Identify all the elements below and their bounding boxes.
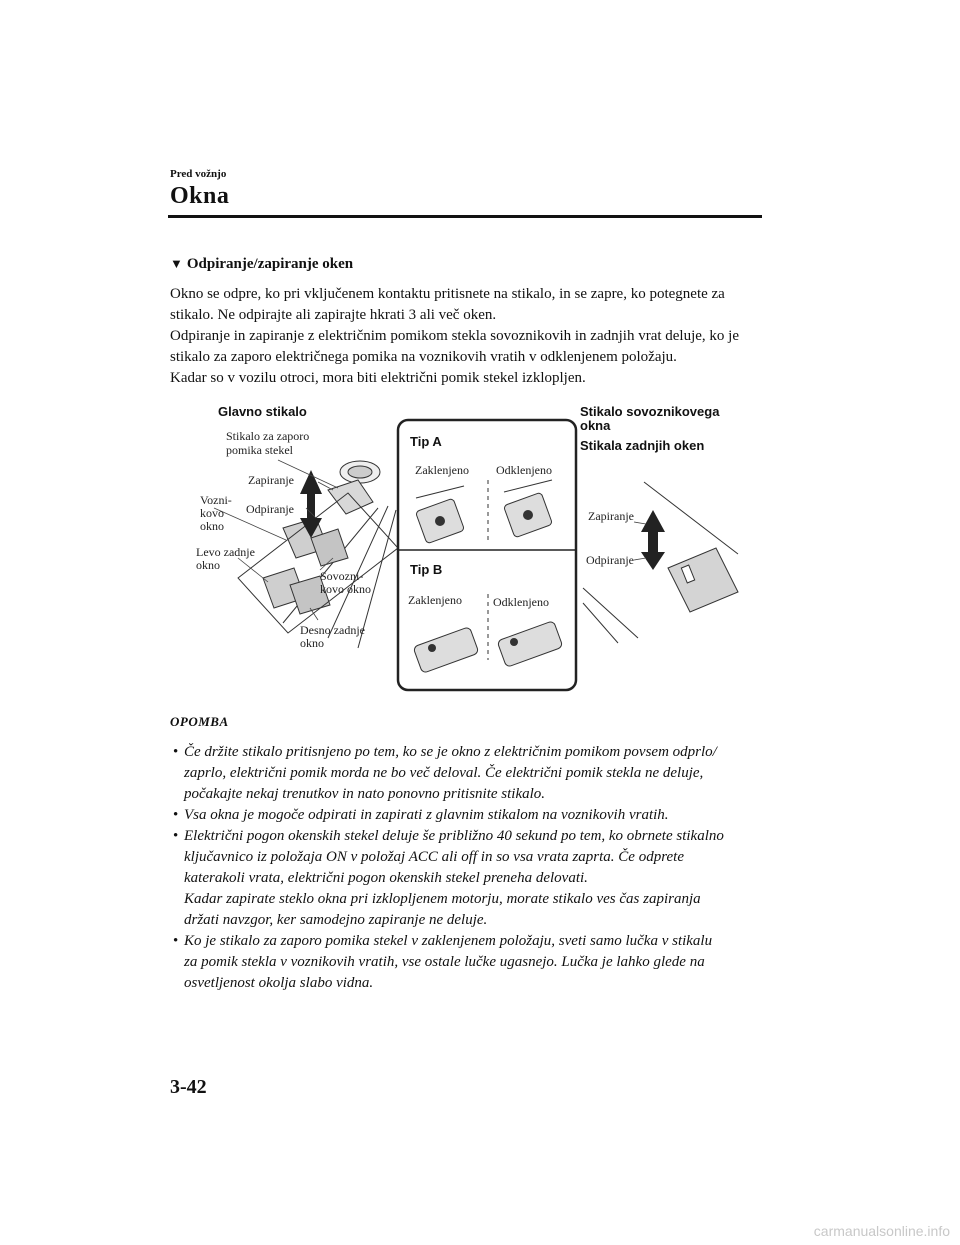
bullet: • <box>173 933 179 949</box>
note-line: Ko je stikalo za zaporo pomika stekel v zaklenjenem položaju, sveti samo lučka v stikalu <box>184 933 713 949</box>
note-line: držati navzgor, ker samodejno zapiranje ne deluje. <box>184 912 488 928</box>
open-right-label: Odpiranje <box>586 553 634 567</box>
lock-switch-label-line1: Stikalo za zaporo <box>226 429 310 443</box>
rear-right-label-line1: Desno zadnje <box>300 623 365 637</box>
bullet: • <box>173 744 179 760</box>
close-right-label: Zapiranje <box>588 509 634 523</box>
page-number: 3-42 <box>170 1076 207 1098</box>
bullet: • <box>173 807 179 823</box>
subsection-title: Odpiranje/zapiranje oken <box>186 256 354 272</box>
rear-right-label-line2: okno <box>300 636 324 650</box>
rear-switches-label: Stikala zadnjih oken <box>580 438 705 453</box>
passenger-window-label-line2: kovo okno <box>320 582 371 596</box>
list-item <box>170 805 764 826</box>
note-line: zaprlo, električni pomik morda ne bo več deloval. Če električni pomik stekla ne deluje, <box>184 765 704 781</box>
window-switch-figure <box>168 398 768 698</box>
type-b-unlocked-label: Odklenjeno <box>493 595 549 609</box>
page-title: Okna <box>170 183 230 209</box>
note-line: Električni pogon okenskih stekel deluje še približno 40 sekund po tem, ko obrnete stikalno <box>184 828 724 844</box>
bullet: • <box>173 828 179 844</box>
close-label: Zapiranje <box>248 473 294 487</box>
rear-left-label-line2: okno <box>196 558 220 572</box>
triangle-down-icon: ▼ <box>170 256 183 271</box>
note-line: katerakoli vrata, električni pogon okenskih stekel preneha delovati. <box>184 870 588 886</box>
note-line: ključavnico iz položaja ON v položaj ACC ali off in so vsa vrata zaprta. Če odprete <box>184 849 684 865</box>
main-switch-label: Glavno stikalo <box>218 404 307 419</box>
note-line: Vsa okna je mogoče odpirati in zapirati z glavnim stikalom na voznikovih vratih. <box>184 807 669 823</box>
body-paragraph: Kadar so v vozilu otroci, mora biti električni pomik stekel izklopljen. <box>170 370 586 386</box>
type-b-label: Tip B <box>410 562 443 577</box>
note-line: Če držite stikalo pritisnjeno po tem, ko se je okno z električnim pomikom povsem odprlo/ <box>184 744 717 760</box>
passenger-switch-label-line2: okna <box>580 418 611 433</box>
lock-switch-types-panel <box>398 420 576 690</box>
rear-left-label-line1: Levo zadnje <box>196 545 255 559</box>
title-rule <box>168 215 762 218</box>
type-b-locked-label: Zaklenjeno <box>408 593 462 607</box>
body-paragraph: Okno se odpre, ko pri vključenem kontaktu pritisnete na stikalo, in se zapre, ko potegnete za stikalo. Ne odpirajte ali zapirajte hkrati 3 ali več oken. <box>170 286 725 323</box>
driver-window-label-line3: okno <box>200 519 224 533</box>
list-item <box>170 742 764 805</box>
type-a-label: Tip A <box>410 434 442 449</box>
note-heading: OPOMBA <box>170 714 229 729</box>
watermark: carmanualsonline.info <box>813 1223 950 1239</box>
note-line: Kadar zapirate steklo okna pri izklopljenem motorju, morate stikalo ves čas zapiranja <box>184 891 701 907</box>
passenger-switch-label-line1: Stikalo sovoznikovega <box>580 404 720 419</box>
body-text <box>170 284 764 389</box>
body-paragraph: Odpiranje in zapiranje z električnim pomikom stekla sovoznikovih in zadnjih vrat deluje, ko je stikalo za zaporo električnega pomika na voznikovih vratih v odklenjenem položaju. <box>170 328 740 365</box>
subsection-heading <box>170 256 353 273</box>
type-a-locked-label: Zaklenjeno <box>415 463 469 477</box>
note-list <box>170 742 764 994</box>
list-item <box>170 826 764 931</box>
note-line: za pomik stekla v voznikovih vratih, vse ostale lučke ugasnejo. Lučka je lahko glede na <box>184 954 705 970</box>
section-label: Pred vožnjo <box>170 168 227 180</box>
passenger-window-label-line1: Sovozni- <box>320 569 364 583</box>
lock-switch-label-line2: pomika stekel <box>226 443 293 457</box>
note-line: počakajte nekaj trenutkov in nato ponovno pritisnite stikalo. <box>184 786 546 802</box>
note-line: osvetljenost okolja slabo vidna. <box>184 975 374 991</box>
open-label: Odpiranje <box>246 502 294 516</box>
driver-window-label-line2: kovo <box>200 506 224 520</box>
list-item <box>170 931 764 994</box>
up-down-arrow-icon <box>641 510 665 570</box>
driver-window-label-line1: Vozni- <box>200 493 232 507</box>
type-a-unlocked-label: Odklenjeno <box>496 463 552 477</box>
